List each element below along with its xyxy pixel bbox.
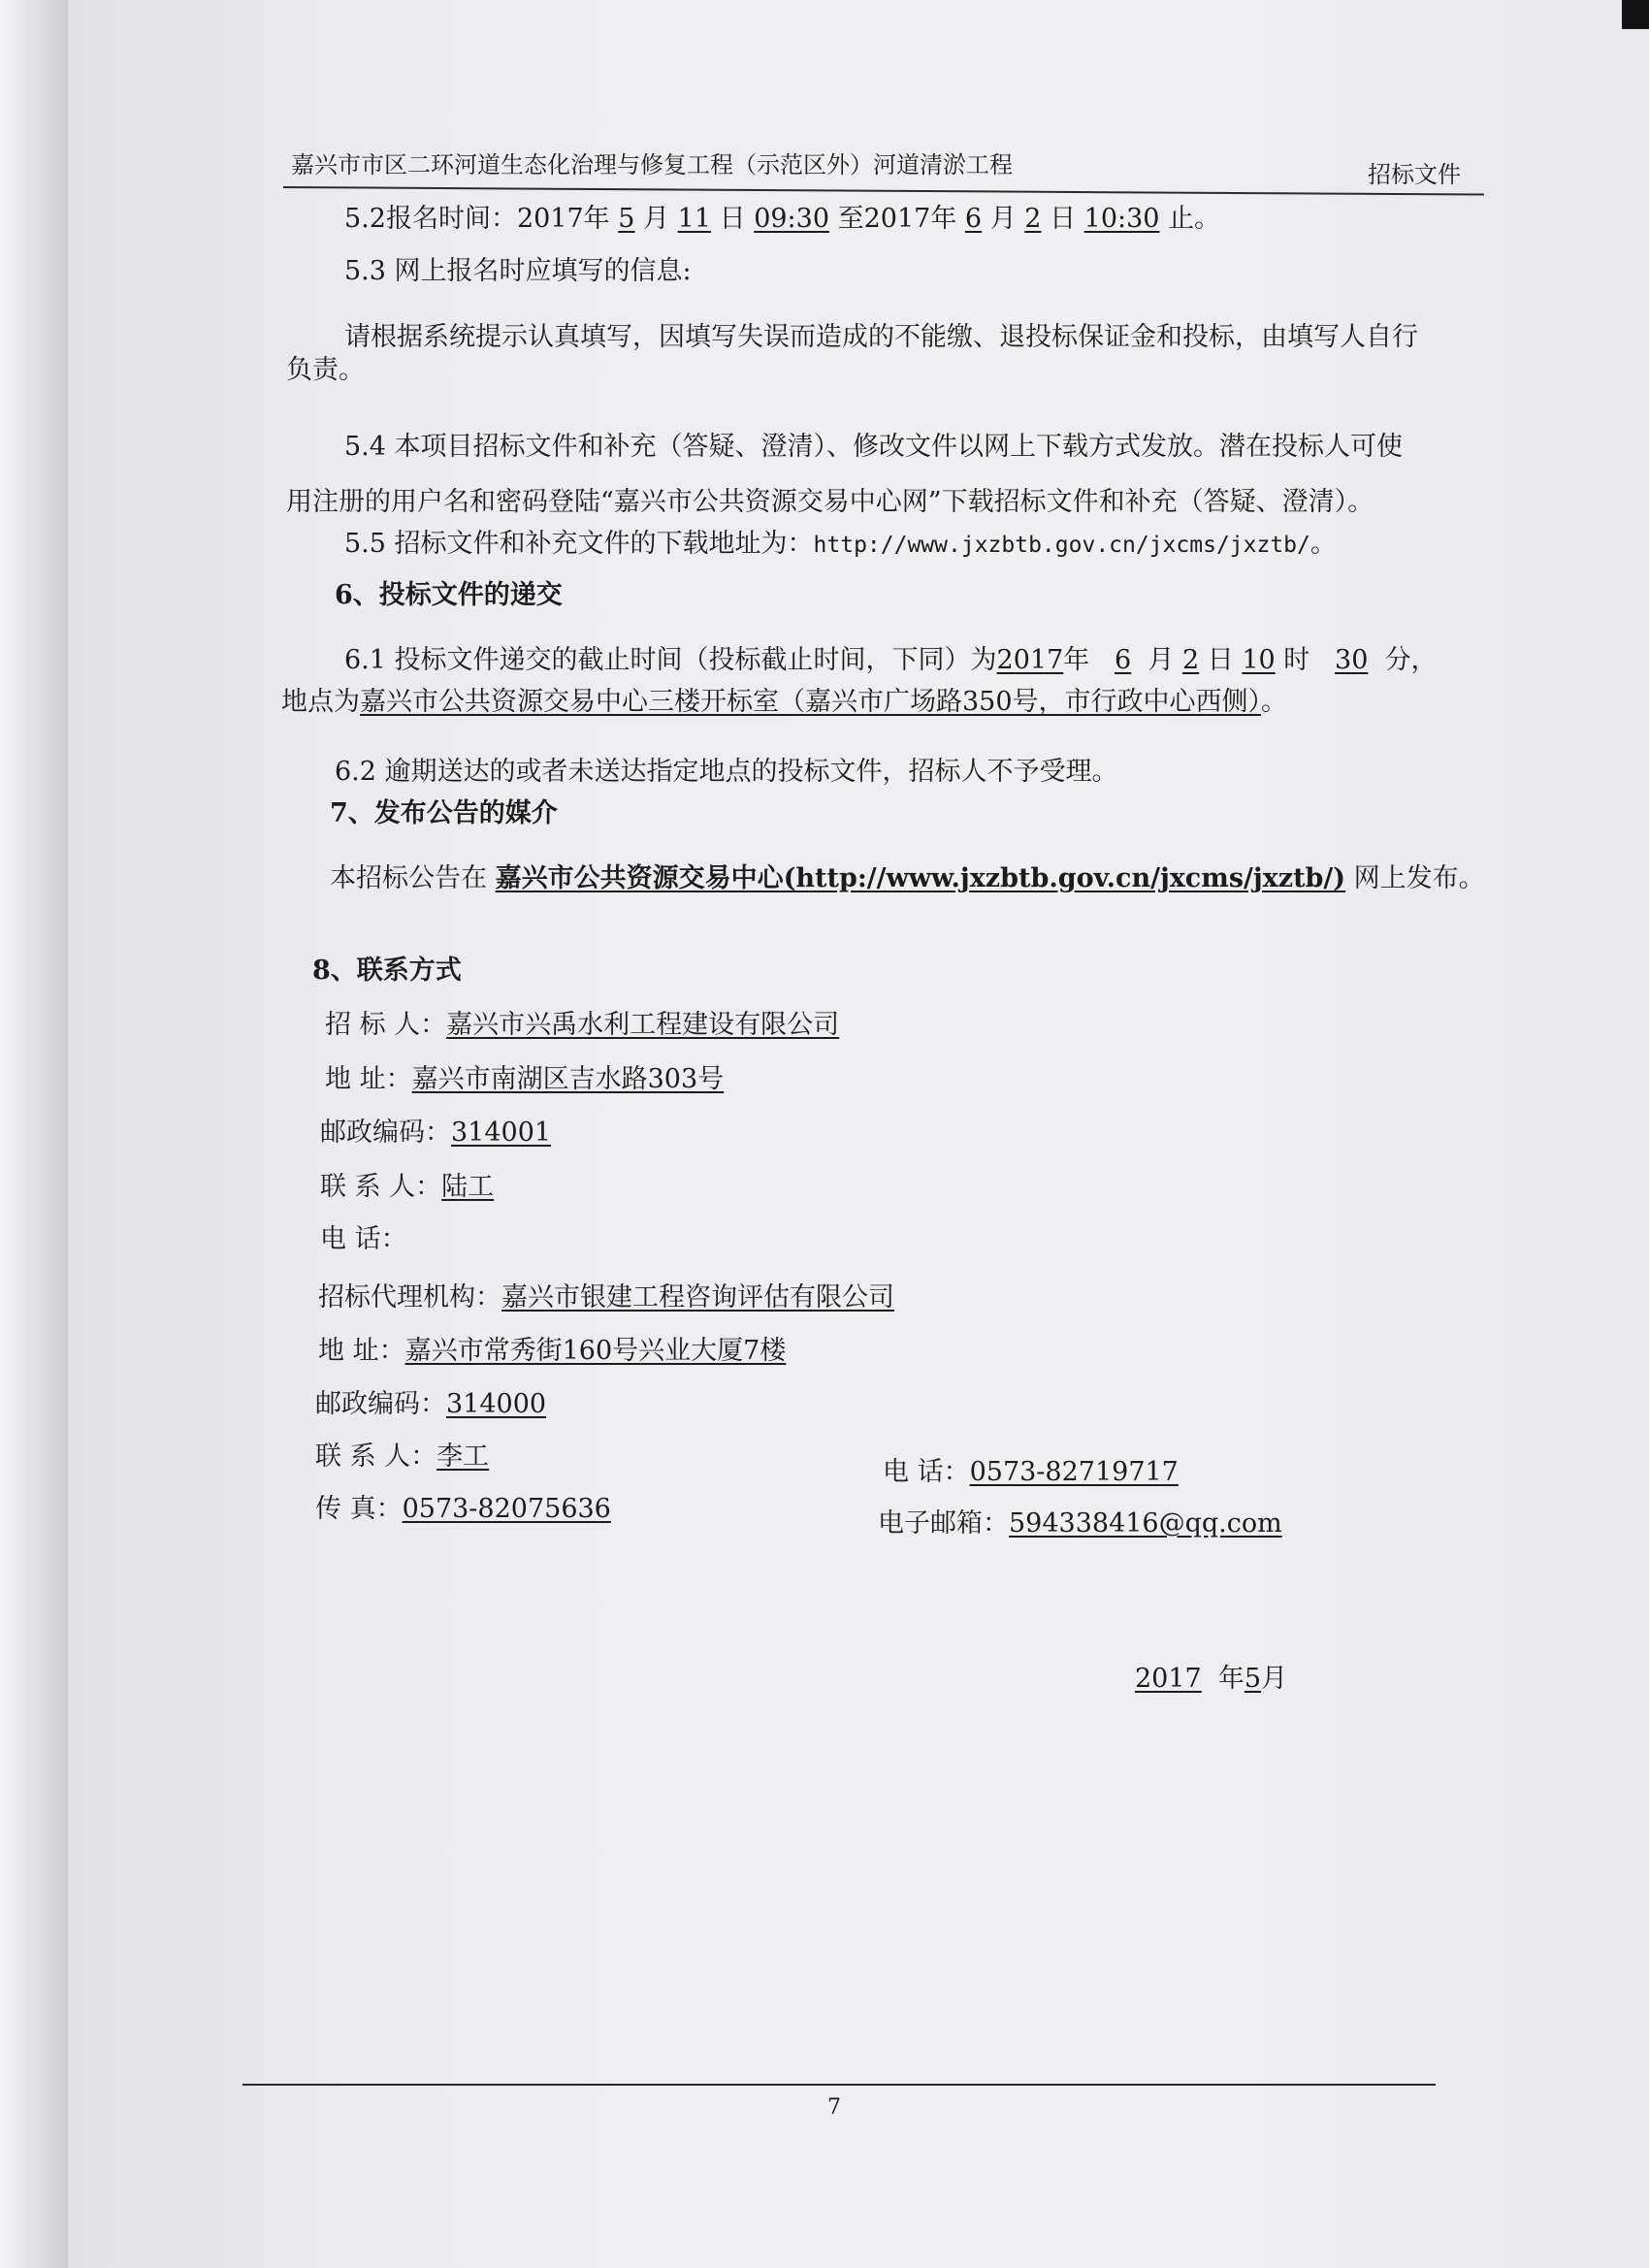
s55-download-address: 5.5 招标文件和补充文件的下载地址为：http://www.jxzbtb.gov.cn/jxcms/jxztb/。 bbox=[344, 529, 1337, 559]
document-date: 2017 年5月 bbox=[1135, 1664, 1288, 1694]
agency-email-row: 电子邮箱：594338416@qq.com bbox=[878, 1508, 1282, 1539]
sec6-title: 6、投标文件的递交 bbox=[335, 580, 563, 610]
agency-zip-row: 邮政编码：314000 bbox=[315, 1389, 547, 1419]
s53-title: 5.3 网上报名时应填写的信息: bbox=[344, 256, 692, 286]
agency-address-row: 地 址：嘉兴市常秀街160号兴业大厦7楼 bbox=[318, 1336, 787, 1366]
agency-row: 招标代理机构：嘉兴市银建工程咨询评估有限公司 bbox=[318, 1282, 894, 1312]
s54-line2: 用注册的用户名和密码登陆“嘉兴市公共资源交易中心网”下载招标文件和补充（答疑、澄清）。 bbox=[286, 487, 1374, 517]
sec7-media: 本招标公告在 嘉兴市公共资源交易中心(http://www.jxzbtb.gov.cn/jxcms/jxztb/) 网上发布。 bbox=[330, 863, 1485, 893]
tenderer-phone-row: 电 话： bbox=[320, 1224, 407, 1254]
page-number: 7 bbox=[827, 2095, 841, 2120]
agency-fax-row: 传 真：0573-82075636 bbox=[315, 1494, 611, 1524]
footer-rule bbox=[242, 2084, 1436, 2086]
tenderer-zip-row: 邮政编码：314001 bbox=[320, 1118, 552, 1148]
s53-body-line2: 负责。 bbox=[286, 355, 365, 385]
agency-contact-row: 联 系 人：李工 bbox=[315, 1442, 490, 1472]
s54-line1: 5.4 本项目招标文件和补充（答疑、澄清）、修改文件以网上下载方式发放。潜在投标人可使 bbox=[344, 432, 1404, 462]
sec8-title: 8、联系方式 bbox=[312, 956, 462, 986]
header-project-title: 嘉兴市市区二环河道生态化治理与修复工程（示范区外）河道清淤工程 bbox=[291, 151, 1013, 178]
tenderer-address-row: 地 址：嘉兴市南湖区吉水路303号 bbox=[325, 1064, 725, 1094]
s61-location: 地点为嘉兴市公共资源交易中心三楼开标室（嘉兴市广场路350号，市行政中心西侧）。 bbox=[281, 687, 1288, 717]
scanner-shadow bbox=[0, 0, 68, 2268]
scan-edge bbox=[1622, 0, 1649, 29]
tenderer-contact-row: 联 系 人：陆工 bbox=[320, 1172, 495, 1202]
header-doc-type: 招标文件 bbox=[1368, 161, 1461, 188]
email-link[interactable]: 594338416@qq.com bbox=[1009, 1508, 1282, 1539]
s61-deadline: 6.1 投标文件递交的截止时间（投标截止时间，下同）为2017年 6 月 2 日 10 时 30 分， bbox=[344, 645, 1438, 675]
agency-phone-row: 电 话：0573-82719717 bbox=[883, 1457, 1179, 1487]
download-url[interactable]: http://www.jxzbtb.gov.cn/jxcms/jxztb/ bbox=[813, 533, 1310, 558]
media-link[interactable]: 嘉兴市公共资源交易中心(http://www.jxzbtb.gov.cn/jxcms/jxztb/) bbox=[495, 863, 1346, 893]
s52-registration-time: 5.2报名时间：2017年 5 月 11 日 09:30 至2017年 6 月 2 日 10:30 止。 bbox=[344, 204, 1221, 234]
sec7-title: 7、发布公告的媒介 bbox=[330, 798, 558, 828]
tenderer-row: 招 标 人：嘉兴市兴禹水利工程建设有限公司 bbox=[325, 1010, 840, 1040]
s62-late-submission: 6.2 逾期送达的或者未送达指定地点的投标文件，招标人不予受理。 bbox=[335, 757, 1118, 787]
s53-body-line1: 请根据系统提示认真填写，因填写失误而造成的不能缴、退投标保证金和投标，由填写人自行 bbox=[344, 322, 1418, 352]
